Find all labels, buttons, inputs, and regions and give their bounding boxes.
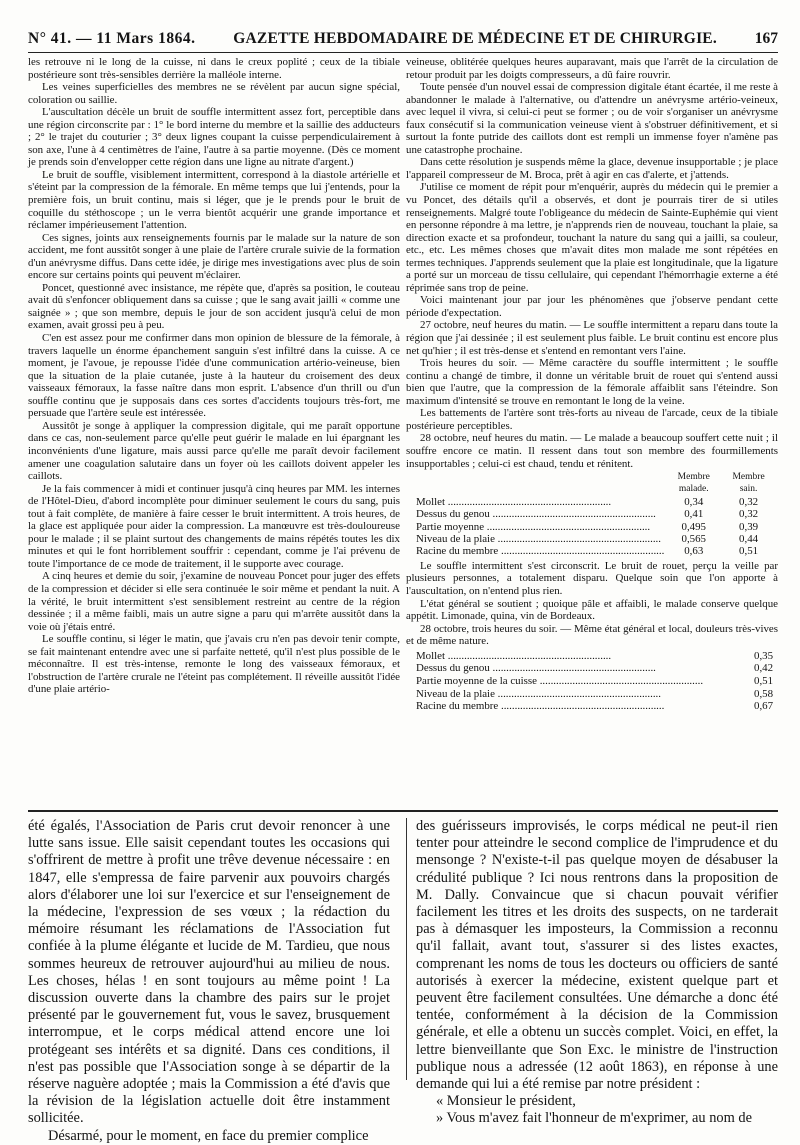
paragraph: L'auscultation décèle un bruit de souffle intermittent assez fort, perceptible dans une région circonscrite par : 1° le bord interne du membre et la saillie des adducteurs ; 2° le trajet du couturier ; 3° deux lignes coupant la cuisse perpendiculairement à son axe, l'une à 4 centimètres de l'aine, l'autre à sa partie moyenne. (Dès ce moment je prends soin d'envelopper cette région dans une ligne au nitrate d'argent.) <box>28 106 400 169</box>
paragraph: L'état général se soutient ; quoique pâle et affaibli, le malade conserve quelque appétit. Limonade, quina, vin de Bordeaux. <box>406 597 778 623</box>
paragraph: Voici maintenant jour par jour les phénomènes que j'observe pendant cette période d'expectation. <box>406 294 778 319</box>
row-label: Dessus du genou ............................................................ <box>416 662 656 675</box>
section-divider <box>28 810 778 812</box>
paragraph: les retrouve ni le long de la cuisse, ni dans le creux poplité ; ceux de la tibiale postérieure sont très-sensibles derrière la malléole interne. <box>28 56 400 81</box>
table-row <box>416 700 773 713</box>
paragraph: Aussitôt je songe à appliquer la compression digitale, qui me paraît opportune dans ce cas, non-seulement parce qu'elle peut guérir le malade en lui épargnant les inconvénients d'une ligature, mais aussi parce qu'elle me paraît devoir facilement amener une coagulation salutaire dans un foyer où les caillots doivent appeler les caillots. <box>28 419 400 483</box>
issue-date: N° 41. — 11 Mars 1864. <box>28 30 196 47</box>
table-row <box>416 675 773 688</box>
row-value: 0,44 <box>739 533 759 546</box>
right-column-text-1 <box>406 56 778 470</box>
paragraph: Le souffle intermittent s'est circonscrit. Le bruit de rouet, perçu la veille par plusieurs personnes, a totalement disparu. Quelque soin que l'on apporte à l'auscultation, on n'entend plus rien. <box>406 559 778 597</box>
row-value: 0,51 <box>754 674 774 687</box>
table-row <box>416 508 778 520</box>
row-value: 0,34 <box>684 495 704 508</box>
journal-title: GAZETTE HEBDOMADAIRE DE MÉDECINE ET DE CHIRURGIE. <box>233 30 717 47</box>
table-row <box>416 533 778 545</box>
row-label: Racine du membre ............................................................ <box>416 700 665 713</box>
paragraph: C'en est assez pour me confirmer dans mon opinion de blessure de la fémorale, à travers laquelle un énorme épanchement sanguin s'est infiltré dans la cuisse. A ce moment, je l'avoue, je repousse l'idée d'une communication artério-veineuse, bien que la situation de la plaie cutanée, juste à la hauteur du croisement des deux vaisseaux fémoraux, la fasse naître dans mon esprit. L'absence d'un thrill ou d'un souffle continu que je supposais dans ces sortes d'accidents toujours très-fort, me persuade que l'artère seule est intéressée. <box>28 332 400 420</box>
paragraph: Dans cette résolution je suspends même la glace, devenue insupportable ; je place l'appareil compresseur de M. Broca, prêt à agir en cas d'alerte, et j'attends. <box>406 156 778 181</box>
left-column <box>28 56 400 804</box>
paragraph: A cinq heures et demie du soir, j'examine de nouveau Poncet pour juger des effets de la compression et décider si elle sera continuée le soir même et pendant la nuit. A la vérité, le bruit intermittent s'est sensiblement restreint au centre de la région dessinée ; il a même faibli, mais un autre signe a paru qui m'arrête aussitôt dans la voie où j'étais entré. <box>28 570 400 633</box>
paragraph: Les veines superficielles des membres ne se révèlent par aucun signe spécial, coloration ou saillie. <box>28 81 400 106</box>
row-value: 0,41 <box>684 508 704 521</box>
table-row <box>416 545 778 557</box>
paragraph: 28 octobre, trois heures du soir. — Même état général et local, douleurs très-vives et de même nature. <box>406 622 778 648</box>
page-header <box>28 18 778 53</box>
right-column <box>406 56 778 804</box>
row-label: Racine du membre ............................................................ <box>416 545 665 558</box>
paragraph: des guérisseurs improvisés, le corps médical ne peut-il rien tenter pour atteindre le second complice de l'imprudence et du mensonge ? N'existe-t-il pas quelque moyen de désabuser la crédulité publique ? Ici nous rentrons dans la proposition de M. Dally. Convaincue que si chacun pouvait vérifier facilement les titres et les droits des suspects, on ne tarderait pas à démasquer les imposteurs, la Commission a reconnu qu'il fallait, avant tout, s'assurer si des listes exactes, comprenant les noms de tous les docteurs ou officiers de santé autorisés à exercer la médecine, existent quelque part et peuvent être facilement consultées. Une démarche a donc été tentée, conformément à la décision de la Commission générale, et elle a obtenu un succès complet. Voici, en effet, la lettre bienveillante que Son Exc. le ministre de l'instruction publique nous a adressée (12 août 1863), en réponse à une demande qui lui a été remise par notre président : <box>416 818 778 1093</box>
paragraph: Trois heures du soir. — Même caractère du souffle intermittent ; le souffle continu a changé de timbre, il donne un véritable bruit de rouet qui s'entend aussi bien que l'autre, que la compression de la fémorale affaiblit sans l'éteindre. Son maximum d'intensité se trouve en remontant le long de la veine. <box>406 357 778 407</box>
header-affected-limb: Membre malade. <box>677 472 710 495</box>
paragraph: « Monsieur le président, <box>436 1093 576 1110</box>
paragraph: Je la fais commencer à midi et continuer jusqu'à cinq heures par MM. les internes de l'Hôtel-Dieu, d'abord incomplète pour diminuer seulement le cours du sang, puis tout à fait complète, de manière à faire cesser le bruit intermittent. A trois heures, de la glace est appliquée pour aider la compression. La manœuvre est très-douloureuse pour le malade ; il se plaint surtout des changements de mains répétés toutes les dix minutes et qui le font horriblement souffrir : cependant, comme je l'ai prévenu de toute l'importance de ce mode de traitement, il le supporte avec courage. <box>28 482 400 570</box>
paragraph: veineuse, oblitérée quelques heures auparavant, mais que l'arrêt de la circulation de retour produit par les doigts compresseurs, a dû faire rouvrir. <box>406 56 778 81</box>
row-value: 0,39 <box>739 520 759 533</box>
paragraph: été égalés, l'Association de Paris crut devoir renoncer à une lutte sans issue. Elle saisit cependant toutes les occasions qui s'offrirent de mettre à profit une trêve devenue nécessaire : en 1847, elle s'empressa de faire parvenir aux pouvoirs chargés alors d'élaborer une loi sur l'exercice et sur l'enseignement de la médecine, l'expression de ses vœux ; la rédaction du mémoire résumant les réclamations de l'Association fut confiée à la plume élégante et lucide de M. Tardieu, que nous sommes heureux de retrouver aujourd'hui au milieu de nous. Les choses, hélas ! en sont toujours au même point ! La discussion ouverte dans la chambre des pairs sur le projet présenté par le gouvernement fut, vous le savez, brusquement interrompue, et le corps médical attend encore une loi protégeant ses intérêts et sa dignité. Dans ces conditions, il n'est pas possible que l'Association songe à se départir de la réserve naguère adoptée ; mais la Commission a été d'avis que la révision de la législation actuelle doit être instamment sollicitée. <box>28 818 390 1127</box>
row-label: Niveau de la plaie ............................................................ <box>416 687 662 700</box>
row-label: Dessus du genou ............................................................ <box>416 508 656 521</box>
row-label: Mollet ............................................................ <box>416 495 612 508</box>
bottom-section <box>28 818 778 1144</box>
row-label: Partie moyenne ............................................................ <box>416 520 651 533</box>
header-healthy-limb: Membre sain. <box>732 472 765 495</box>
row-value: 0,67 <box>754 700 774 713</box>
paragraph: 28 octobre, neuf heures du matin. — Le malade a beaucoup souffert cette nuit ; il souffre encore ce matin. Il ressent dans tout son membre des fourmillements insupportables ; celui-ci est chaud, tendu et rénitent. <box>406 432 778 470</box>
row-value: 0,58 <box>754 687 774 700</box>
table-row <box>416 650 773 663</box>
row-label: Niveau de la plaie ............................................................ <box>416 533 662 546</box>
row-value: 0,51 <box>739 545 759 558</box>
right-column-text-2 <box>406 560 778 648</box>
paragraph: Les battements de l'artère sont très-forts au niveau de l'arcade, ceux de la tibiale postérieure perceptibles. <box>406 407 778 432</box>
row-value: 0,495 <box>681 520 707 533</box>
row-label: Mollet ............................................................ <box>416 649 612 662</box>
table-row <box>416 521 778 533</box>
paragraph: Le bruit de souffle, visiblement intermittent, correspond à la diastole artérielle et s'éteint par la compression de la fémorale. En même temps que lui j'entends, pour la première fois, un bruit continu, mais si léger, que je le prends pour le bruit de coquille du stéthoscope ; un le verra bientôt acquérir une grande importance et réclamer impérieusement l'attention. <box>28 168 400 232</box>
row-value: 0,63 <box>684 545 704 558</box>
paragraph: J'utilise ce moment de répit pour m'enquérir, auprès du médecin qui le premier a vu Poncet, des détails qu'il a observés, et dont je pourrais tirer de si utiles renseignements. Malgré toute l'obligeance du médecin de Sainte-Euphémie qui vient en personne répondre à ma lettre, je n'apprends rien de nouveau, touchant la plaie, sa direction exacte et sa profondeur, touchant la nature du sang qui a jailli, sa couleur, etc., etc. Les mêmes choses que m'avait dites mon malade me sont répétées en termes techniques. J'apprends seulement que la plaie est longitudinale, que la ligature a porté sur un morceau de tissu cellulaire, qui cependant l'hémorrhagie externe a été réprimée sans trop de peine. <box>406 181 778 294</box>
bottom-left-column <box>28 818 390 1144</box>
paragraph: Le souffle continu, si léger le matin, que j'avais cru n'en pas devoir tenir compte, se fait maintenant entendre avec une si parfaite netteté, qu'il n'est plus possible de le méconnaître. Il est très-intense, remonte le long des vaisseaux fémoraux, et l'obstruction de l'artère crurale ne l'éteint pas complétement. Il réveille aussitôt l'idée d'une plaie artério- <box>28 633 400 696</box>
page-number: 167 <box>754 30 778 47</box>
table-row <box>416 688 773 701</box>
paragraph: Poncet, questionné avec insistance, me répète que, d'après sa position, le couteau avait dû s'enfoncer obliquement dans sa cuisse ; que le sang avait jailli « comme une saignée » ; que son membre, depuis le jour de son accident jusqu'à celui de mon examen, avait grossi peu à peu. <box>28 281 400 332</box>
row-value: 0,42 <box>754 662 774 675</box>
paragraph: Désarmé, pour le moment, en face du premier complice <box>48 1127 369 1144</box>
table-row <box>416 662 773 675</box>
paragraph: Toute pensée d'un nouvel essai de compression digitale étant écartée, il me reste à abandonner le malade à l'alternative, ou d'attendre un anévrysme artério-veineux, avec lequel il vivra, si celui-ci peut se former ; ou de voir s'organiser un anévrysme faux consécutif si la communication veineuse vient à s'obstruer définitivement, et si surtout la fonte putride des caillots dont est rempli un immense foyer n'amène pas une catastrophe prochaine. <box>406 81 778 156</box>
table-row <box>416 496 778 508</box>
top-section <box>28 56 778 804</box>
paragraph: 27 octobre, neuf heures du matin. — Le souffle intermittent a reparu dans toute la région que j'ai dessinée ; il est seulement plus faible. Le bruit continu est encore plus net qu'hier ; il est très-dense et s'entend en remontant vers l'aine. <box>406 319 778 357</box>
row-value: 0,32 <box>739 508 759 521</box>
bottom-right-column <box>416 818 778 1127</box>
measurement-table-header <box>416 471 778 496</box>
row-label: Partie moyenne de la cuisse ............................................................ <box>416 674 704 687</box>
measurement-table <box>416 471 778 558</box>
row-value: 0,35 <box>754 649 774 662</box>
paragraph: Ces signes, joints aux renseignements fournis par le malade sur la nature de son accident, me font aussitôt songer à une plaie de l'artère crurale suivie de la formation d'un anévrysme diffus. Dans cette idée, je dirige mes investigations avec plus de soin encore sur certains points qui peuvent m'éclairer. <box>28 231 400 282</box>
row-value: 0,32 <box>739 495 759 508</box>
row-value: 0,565 <box>681 533 707 546</box>
paragraph: » Vous m'avez fait l'honneur de m'exprimer, au nom de <box>436 1110 752 1127</box>
measurement-table-2 <box>416 650 773 713</box>
